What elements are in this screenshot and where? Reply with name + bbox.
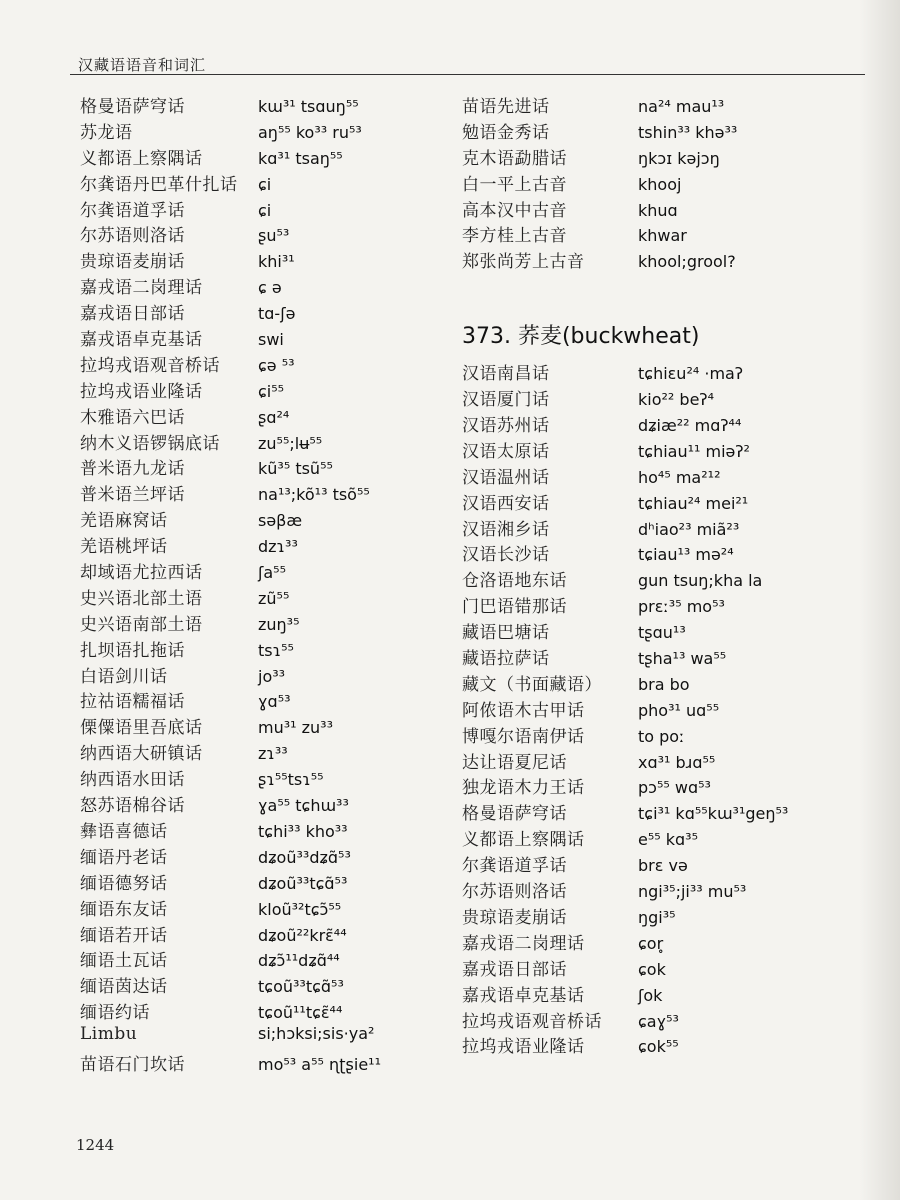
word-form: ŋkɔɪ kəjɔŋ (638, 148, 720, 168)
entry-row (462, 515, 862, 541)
language-name: 李方桂上古音 (462, 226, 567, 247)
word-form: zũ⁵⁵ (258, 588, 290, 608)
entry-row (80, 739, 440, 765)
word-form: dʑoũ²²krɛ̃⁴⁴ (258, 925, 347, 945)
language-name: 白一平上古音 (462, 174, 567, 195)
word-form: dzɿ³³ (258, 537, 298, 557)
language-name: 汉语南昌话 (462, 364, 550, 385)
word-form: ɕi (258, 200, 272, 220)
language-name: 尔龚语丹巴革什扎话 (80, 174, 238, 195)
language-name: 缅语土瓦话 (80, 951, 168, 972)
language-name: 汉语太原话 (462, 441, 550, 462)
word-form: ɕ ə (258, 278, 282, 298)
word-form: ɕi (258, 174, 272, 194)
language-name: 藏语巴塘话 (462, 623, 550, 644)
language-name: 尔龚语道孚话 (80, 200, 185, 221)
section-gap (462, 273, 862, 319)
entry-row (80, 196, 440, 222)
language-name: 怒苏语棉谷话 (80, 796, 185, 817)
entry-row (462, 118, 862, 144)
language-name: 克木语勐腊话 (462, 148, 567, 169)
entry-row (462, 359, 862, 385)
entry-row (80, 325, 440, 351)
section-title: 373. 荞麦(buckwheat) (462, 324, 700, 350)
language-name: 义都语上察隅话 (80, 148, 203, 169)
language-name: 格曼语萨穹话 (462, 804, 567, 825)
entry-row (80, 403, 440, 429)
entry-row (462, 825, 862, 851)
language-name: 尔苏语则洛话 (80, 226, 185, 247)
word-form: tɕhiɛu²⁴ ·maʔ (638, 364, 743, 384)
entry-row (462, 748, 862, 774)
word-form: ʃok (638, 985, 663, 1005)
word-form: zuŋ³⁵ (258, 614, 300, 634)
language-name: 门巴语错那话 (462, 597, 567, 618)
entry-row (80, 636, 440, 662)
entry-row (80, 118, 440, 144)
language-name: 纳西语水田话 (80, 770, 185, 791)
word-form: khooj (638, 174, 682, 194)
language-name: 普米语兰坪话 (80, 485, 185, 506)
word-form: ʃa⁵⁵ (258, 563, 287, 583)
word-form: jo³³ (258, 666, 286, 686)
word-form: ɕor̥ (638, 933, 664, 953)
entry-row (80, 506, 440, 532)
entry-row (80, 221, 440, 247)
language-name: 傈僳语里吾底话 (80, 718, 203, 739)
entry-row (80, 1050, 440, 1076)
entry-row (80, 921, 440, 947)
entry-row (462, 722, 862, 748)
word-form: tʂha¹³ wa⁵⁵ (638, 649, 727, 669)
entry-row (462, 437, 862, 463)
entry-row (80, 610, 440, 636)
word-form: ɣɑ⁵³ (258, 692, 291, 712)
entry-row (462, 851, 862, 877)
word-form: ʂɑ²⁴ (258, 407, 290, 427)
language-name: 史兴语北部土语 (80, 588, 203, 609)
entry-row (80, 92, 440, 118)
entry-row (80, 843, 440, 869)
word-form: ʂu⁵³ (258, 226, 290, 246)
entry-row (80, 247, 440, 273)
entry-row (462, 540, 862, 566)
word-form: na²⁴ mau¹³ (638, 97, 725, 116)
entry-row (462, 696, 862, 722)
entry-row (462, 955, 862, 981)
language-name: 拉坞戎语观音桥话 (80, 355, 220, 376)
language-name: 博嘎尔语南伊话 (462, 726, 585, 747)
language-name: 汉语苏州话 (462, 416, 550, 437)
language-name: 苗语石门坎话 (80, 1054, 185, 1075)
word-form: ʂɿ⁵⁵tsɿ⁵⁵ (258, 770, 324, 790)
entry-row (462, 1032, 862, 1058)
language-name: 汉语温州话 (462, 467, 550, 488)
header-rule (70, 74, 865, 75)
entry-row (462, 799, 862, 825)
right-column (462, 92, 862, 1058)
word-form: mu³¹ zu³³ (258, 718, 334, 738)
language-name: 汉语西安话 (462, 493, 550, 514)
word-form: kloũ³²tɕɔ̃⁵⁵ (258, 899, 342, 919)
entry-row (462, 92, 862, 118)
language-name: 白语剑川话 (80, 666, 168, 687)
language-name: 羌语桃坪话 (80, 537, 168, 558)
language-name: 缅语东友话 (80, 899, 168, 920)
language-name: 嘉戎语二岗理话 (462, 933, 585, 954)
entry-row (80, 351, 440, 377)
word-form: tɕhiau²⁴ mei²¹ (638, 493, 749, 513)
language-name: 郑张尚芳上古音 (462, 252, 585, 273)
language-name: 羌语麻窝话 (80, 511, 168, 532)
language-name: 纳木义语锣锅底话 (80, 433, 220, 454)
word-form: dʑoũ³³tɕɑ̃⁵³ (258, 873, 348, 893)
entry-row (462, 644, 862, 670)
language-name: 勉语金秀话 (462, 122, 550, 143)
word-form: ɕok⁵⁵ (638, 1037, 679, 1057)
word-form: tɕhi³³ kho³³ (258, 821, 348, 841)
word-form: səβæ (258, 511, 303, 531)
entry-row (80, 662, 440, 688)
entry-row (80, 454, 440, 480)
language-name: 汉语湘乡话 (462, 519, 550, 540)
language-name: 汉语厦门话 (462, 390, 550, 411)
language-name: 嘉戎语日部话 (462, 959, 567, 980)
language-name: 拉坞戎语业隆话 (462, 1037, 585, 1058)
word-form: zɿ³³ (258, 744, 288, 764)
word-form: swi (258, 330, 284, 350)
language-name: 贵琼语麦崩话 (80, 252, 185, 273)
language-name: 嘉戎语二岗理话 (80, 278, 203, 299)
entry-row (80, 584, 440, 610)
language-name: 纳西语大研镇话 (80, 744, 203, 765)
word-form: khwar (638, 226, 687, 246)
entry-row (80, 170, 440, 196)
language-name: 独龙语木力王话 (462, 778, 585, 799)
word-form: dʑoũ³³dʑɑ̃⁵³ (258, 847, 351, 867)
entry-row (462, 385, 862, 411)
language-name: 木雅语六巴话 (80, 407, 185, 428)
word-form: brɛ və (638, 856, 688, 876)
right-bottom-entries (462, 359, 862, 1058)
word-form: tɕoũ¹¹tɕɛ̃⁴⁴ (258, 1003, 343, 1023)
language-name: 仓洛语地东话 (462, 571, 567, 592)
word-form: ɕi⁵⁵ (258, 381, 285, 401)
language-name: 普米语九龙话 (80, 459, 185, 480)
entry-row (462, 618, 862, 644)
entry-row (80, 946, 440, 972)
language-name: 阿侬语木古甲话 (462, 700, 585, 721)
word-form: dʑiæ²² mɑʔ⁴⁴ (638, 416, 742, 436)
word-form: tɕoũ³³tɕɑ̃⁵³ (258, 977, 344, 997)
language-name: 苗语先进话 (462, 97, 550, 117)
word-form: kɯ³¹ tsɑuŋ⁵⁵ (258, 97, 359, 116)
language-name: 嘉戎语日部话 (80, 304, 185, 325)
entry-row (80, 765, 440, 791)
language-name: 格曼语萨穹话 (80, 97, 185, 117)
word-form: na¹³;kõ¹³ tsõ⁵⁵ (258, 485, 370, 505)
entry-row (80, 532, 440, 558)
entry-row (462, 670, 862, 696)
language-name: 缅语德努话 (80, 873, 168, 894)
word-form: ho⁴⁵ ma²¹² (638, 467, 721, 487)
entry-row (462, 903, 862, 929)
word-form: kɑ³¹ tsaŋ⁵⁵ (258, 148, 343, 168)
entry-row (80, 998, 440, 1024)
word-form: ɕok (638, 959, 666, 979)
entry-row (462, 196, 862, 222)
entry-row (80, 144, 440, 170)
entry-row (462, 592, 862, 618)
language-name: 拉祜语糯福话 (80, 692, 185, 713)
entry-row (80, 895, 440, 921)
word-form: dʰiao²³ miã²³ (638, 519, 740, 539)
entry-row (80, 817, 440, 843)
language-name: 彝语喜德话 (80, 821, 168, 842)
language-name: 尔苏语则洛话 (462, 882, 567, 903)
word-form: ɣa⁵⁵ tɕhɯ³³ (258, 796, 349, 816)
entry-row (462, 929, 862, 955)
language-name: 史兴语南部土语 (80, 614, 203, 635)
word-form: ɕaɣ⁵³ (638, 1011, 679, 1031)
entry-row (80, 558, 440, 584)
left-column (80, 92, 440, 1076)
language-name: 藏语拉萨话 (462, 649, 550, 670)
entry-row (462, 463, 862, 489)
running-header: 汉藏语语音和词汇 (78, 56, 207, 74)
word-form: kio²² beʔ⁴ (638, 390, 714, 410)
word-form: gun tsuŋ;kha la (638, 571, 763, 591)
word-form: prɛː³⁵ mo⁵³ (638, 597, 725, 617)
language-name: 扎坝语扎拖话 (80, 640, 185, 661)
entry-row (80, 972, 440, 998)
entry-row (462, 411, 862, 437)
word-form: tsɿ⁵⁵ (258, 640, 294, 660)
entry-row (462, 981, 862, 1007)
word-form: dʑɔ̃¹¹dʑɑ̃⁴⁴ (258, 951, 340, 971)
page-number: 1244 (76, 1136, 115, 1154)
language-name: 缅语丹老话 (80, 847, 168, 868)
entry-row (462, 877, 862, 903)
entry-row (80, 1024, 440, 1050)
word-form: pho³¹ uɑ⁵⁵ (638, 700, 720, 720)
entry-row (462, 170, 862, 196)
language-name: 尔龚语道孚话 (462, 856, 567, 877)
entry-row (80, 687, 440, 713)
language-name: 缅语若开话 (80, 925, 168, 946)
word-form: aŋ⁵⁵ ko³³ ru⁵³ (258, 122, 362, 142)
language-name: 却域语尤拉西话 (80, 563, 203, 584)
entry-row (80, 429, 440, 455)
entry-row (80, 377, 440, 403)
word-form: tshin³³ khə³³ (638, 122, 738, 142)
entry-row (80, 299, 440, 325)
entry-row (80, 869, 440, 895)
word-form: ŋgi³⁵ (638, 907, 676, 927)
language-name: 苏龙语 (80, 122, 133, 143)
entry-row (462, 144, 862, 170)
entry-row (80, 791, 440, 817)
word-form: kũ³⁵ tsũ⁵⁵ (258, 459, 333, 479)
language-name: 缅语约话 (80, 1003, 150, 1024)
language-name: 嘉戎语卓克基话 (80, 330, 203, 351)
language-name: 达让语夏尼话 (462, 752, 567, 773)
entry-row (462, 489, 862, 515)
page-edge-shadow (860, 0, 900, 1200)
language-name: 汉语长沙话 (462, 545, 550, 566)
word-form: tɕhiau¹¹ miəʔ² (638, 441, 750, 461)
entry-row (462, 566, 862, 592)
language-name: 藏文（书面藏语） (462, 674, 602, 695)
language-name: 拉坞戎语业隆话 (80, 381, 203, 402)
entry-row (80, 713, 440, 739)
language-name: 拉坞戎语观音桥话 (462, 1011, 602, 1032)
entry-row (462, 221, 862, 247)
entry-row (80, 273, 440, 299)
word-form: tʂɑu¹³ (638, 623, 686, 643)
word-form: tɑ-ʃə (258, 304, 296, 324)
language-name: 义都语上察隅话 (462, 830, 585, 851)
word-form: zu⁵⁵;lʉ⁵⁵ (258, 433, 323, 453)
word-form: khi³¹ (258, 252, 295, 272)
language-name: Limbu (80, 1024, 138, 1045)
word-form: tɕi³¹ kɑ⁵⁵kɯ³¹geŋ⁵³ (638, 804, 789, 824)
word-form: xɑ³¹ bɹɑ⁵⁵ (638, 752, 716, 772)
language-name: 嘉戎语卓克基话 (462, 985, 585, 1006)
word-form: bra bo (638, 674, 690, 694)
language-name: 贵琼语麦崩话 (462, 907, 567, 928)
word-form: ɕə ⁵³ (258, 355, 295, 375)
word-form: tɕiau¹³ mə²⁴ (638, 545, 734, 565)
word-form: to poː (638, 726, 685, 746)
word-form: mo⁵³ a⁵⁵ ɳʈʂie¹¹ (258, 1054, 382, 1074)
entry-row (462, 247, 862, 273)
word-form: khuɑ (638, 200, 678, 220)
word-form: khool;grool? (638, 252, 736, 272)
entry-row (462, 1007, 862, 1033)
language-name: 高本汉中古音 (462, 200, 567, 221)
language-name: 缅语茵达话 (80, 977, 168, 998)
word-form: ngi³⁵;ji³³ mu⁵³ (638, 882, 747, 902)
word-form: si;hɔksi;sis·ya² (258, 1024, 375, 1044)
word-form: pɔ⁵⁵ wɑ⁵³ (638, 778, 711, 798)
word-form: e⁵⁵ kɑ³⁵ (638, 830, 699, 850)
entry-row (80, 480, 440, 506)
right-top-entries (462, 92, 862, 273)
entry-row (462, 773, 862, 799)
